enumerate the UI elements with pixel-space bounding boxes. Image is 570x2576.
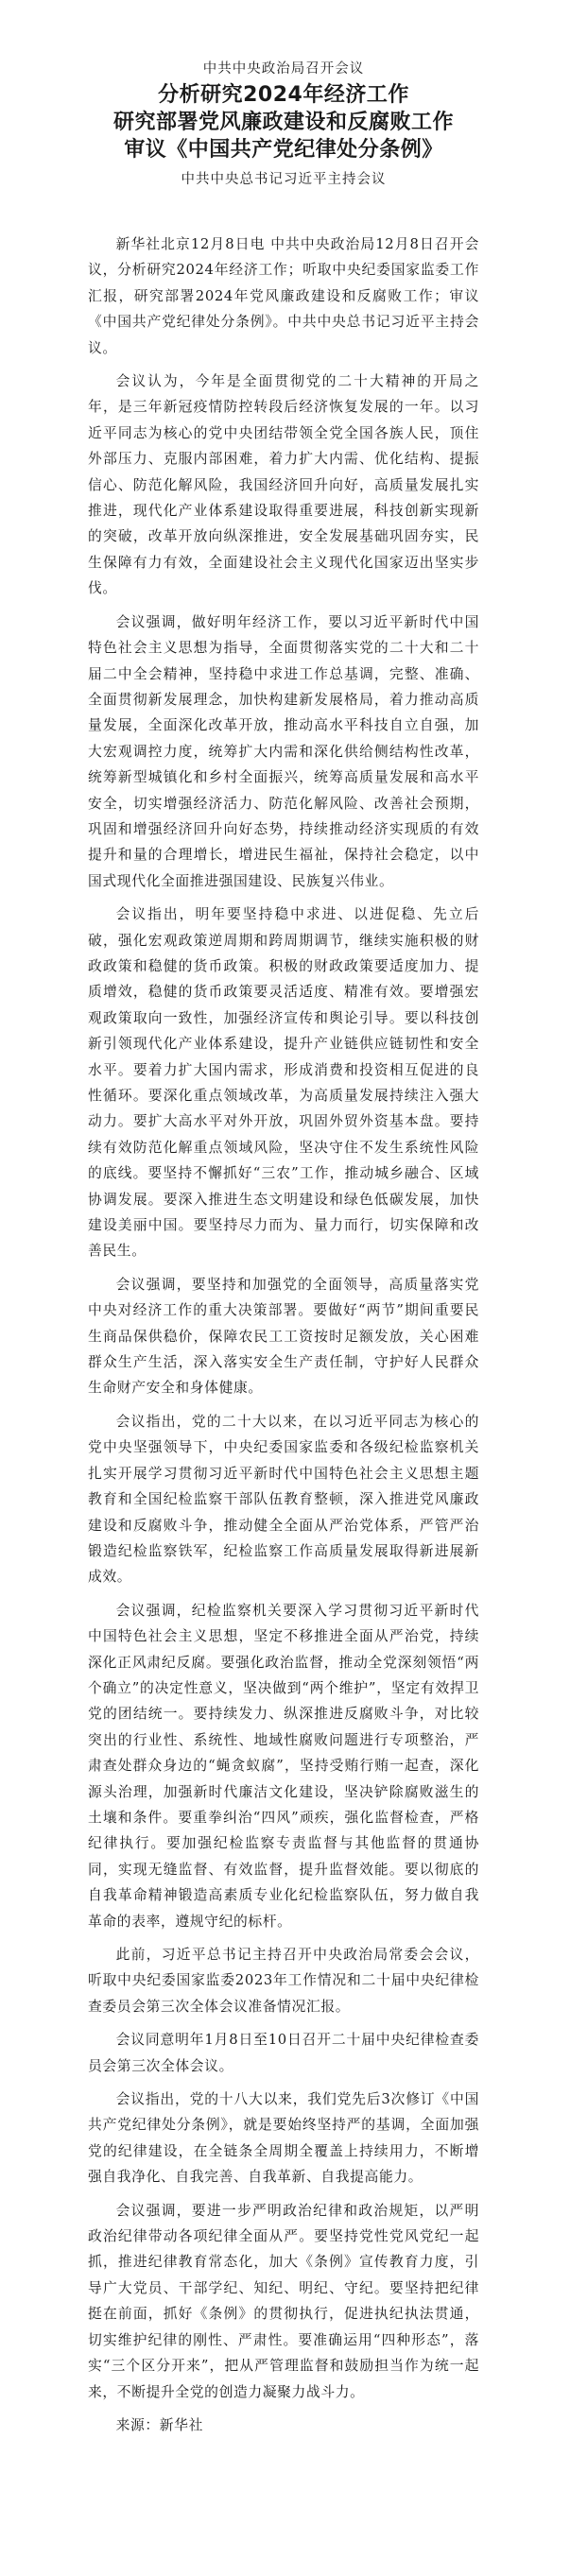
source-line: 来源：新华社	[115, 2416, 203, 2433]
headline-line-3: 审议《中国共产党纪律处分条例》	[124, 138, 443, 162]
paragraph: 会议指出，党的二十大以来，在以习近平同志为核心的党中央坚强领导下，中央纪委国家监委和各级纪检监察机关扎实开展学习贯彻习近平新时代中国特色社会主义思想主题教育和全国纪检监察干部队伍教育整顿，深入推进党风廉政建设和反腐败斗争，推动健全全面从严治党体系，严管严治锻造纪检监察铁军，纪检监察工作高质量发展取得新进展新成效。	[88, 1413, 479, 1586]
paragraph: 会议指出，明年要坚持稳中求进、以进促稳、先立后破，强化宏观政策逆周期和跨周期调节，继续实施积极的财政政策和稳健的货币政策。积极的财政政策要适度加力、提质增效，稳健的货币政策要灵活适度、精准有效。要增强宏观政策取向一致性，加强经济宣传和舆论引导。要以科技创新引领现代化产业体系建设，提升产业链供应链韧性和安全水平。要着力扩大国内需求，形成消费和投资相互促进的良性循环。要深化重点领域改革，为高质量发展持续注入强大动力。要扩大高水平对外开放，巩固外贸外资基本盘。要持续有效防范化解重点领域风险，坚决守住不发生系统性风险的底线。要坚持不懈抓好“三农”工作，推动城乡融合、区域协调发展。要深入推进生态文明建设和绿色低碳发展，加快建设美丽中国。要坚持尽力而为、量力而行，切实保障和改善民生。	[88, 906, 479, 1260]
paragraph: 会议强调，做好明年经济工作，要以习近平新时代中国特色社会主义思想为指导，全面贯彻落实党的二十大和二十届二中全会精神，坚持稳中求进工作总基调，完整、准确、全面贯彻新发展理念，加快构建新发展格局，着力推动高质量发展，全面深化改革开放，推动高水平科技自立自强，加大宏观调控力度，统筹扩大内需和深化供给侧结构性改革，统筹新型城镇化和乡村全面振兴，统筹高质量发展和高水平安全，切实增强经济活力、防范化解风险、改善社会预期，巩固和增强经济回升向好态势，持续推动经济实现质的有效提升和量的合理增长，增进民生福祉，保持社会稳定，以中国式现代化全面推进强国建设、民族复兴伟业。	[88, 613, 479, 889]
paragraph: 此前，习近平总书记主持召开中央政治局常委会会议，听取中央纪委国家监委2023年工作情况和二十届中央纪律检查委员会第三次全体会议准备情况汇报。	[88, 1947, 479, 2015]
kicker-line: 中共中央政治局召开会议	[202, 61, 365, 77]
headline-line-2: 研究部署党风廉政建设和反腐败工作	[112, 111, 454, 134]
paragraph: 会议强调，要坚持和加强党的全面领导，高质量落实党中央对经济工作的重大决策部署。要做好“两节”期间重要民生商品保供稳价，保障农民工工资按时足额发放，关心困难群众生产生活，深入落实安全生产责任制，守护好人民群众生命财产安全和身体健康。	[88, 1276, 479, 1397]
paragraph: 会议同意明年1月8日至10日召开二十届中央纪律检查委员会第三次全体会议。	[88, 2032, 479, 2074]
paragraph: 会议强调，要进一步严明政治纪律和政治规矩，以严明政治纪律带动各项纪律全面从严。要坚持党性党风党纪一起抓，推进纪律教育常态化，加大《条例》宣传教育力度，引导广大党员、干部学纪、知纪、明纪、守纪。要坚持把纪律挺在前面，抓好《条例》的贯彻执行，促进执纪执法贯通，切实维护纪律的刚性、严肃性。要准确运用“四种形态”，落实“三个区分开来”，把从严管理监督和鼓励担当作为统一起来，不断提升全党的创造力凝聚力战斗力。	[88, 2202, 479, 2400]
paragraph: 会议认为，今年是全面贯彻党的二十大精神的开局之年，是三年新冠疫情防控转段后经济恢复发展的一年。以习近平同志为核心的党中央团结带领全党全国各族人民，顶住外部压力、克服内部困难，着力扩大内需、优化结构、提振信心、防范化解风险，我国经济回升向好，高质量发展扎实推进，现代化产业体系建设取得重要进展，科技创新实现新的突破，改革开放向纵深推进，安全发展基础巩固夯实，民生保障有力有效，全面建设社会主义现代化国家迈出坚实步伐。	[88, 373, 479, 597]
paragraph: 会议指出，党的十八大以来，我们党先后3次修订《中国共产党纪律处分条例》，就是要始终坚持严的基调，全面加强党的纪律建设，在全链条全周期全覆盖上持续用力，不断增强自我净化、自我完善、自我革新、自我提高能力。	[88, 2091, 479, 2186]
article-body	[88, 232, 479, 2438]
headline-line-1: 分析研究2024年经济工作	[158, 83, 409, 107]
paragraph: 会议强调，纪检监察机关要深入学习贯彻习近平新时代中国特色社会主义思想，坚定不移推进全面从严治党，持续深化正风肃纪反腐。要强化政治监督，推动全党深刻领悟“两个确立”的决定性意义，坚决做到“两个维护”，坚定有效捍卫党的团结统一。要持续发力、纵深推进反腐败斗争，对比较突出的行业性、系统性、地域性腐败问题进行专项整治，严肃查处群众身边的“蝇贪蚁腐”，坚持受贿行贿一起查，深化源头治理，加强新时代廉洁文化建设，坚决铲除腐败滋生的土壤和条件。要重拳纠治“四风”顽疾，强化监督检查，严格纪律执行。要加强纪检监察专责监督与其他监督的贯通协同，实现无缝监督、有效监督，提升监督效能。要以彻底的自我革命精神锻造高素质专业化纪检监察队伍，努力做自我革命的表率，遵规守纪的标杆。	[88, 1602, 479, 1930]
paragraph: 新华社北京12月8日电 中共中央政治局12月8日召开会议，分析研究2024年经济工作；听取中央纪委国家监委工作汇报，研究部署2024年党风廉政建设和反腐败工作；审议《中国共产党纪律处分条例》。中共中央总书记习近平主持会议。	[88, 236, 479, 356]
article-header	[88, 59, 479, 190]
subkicker-line: 中共中央总书记习近平主持会议	[181, 172, 387, 187]
